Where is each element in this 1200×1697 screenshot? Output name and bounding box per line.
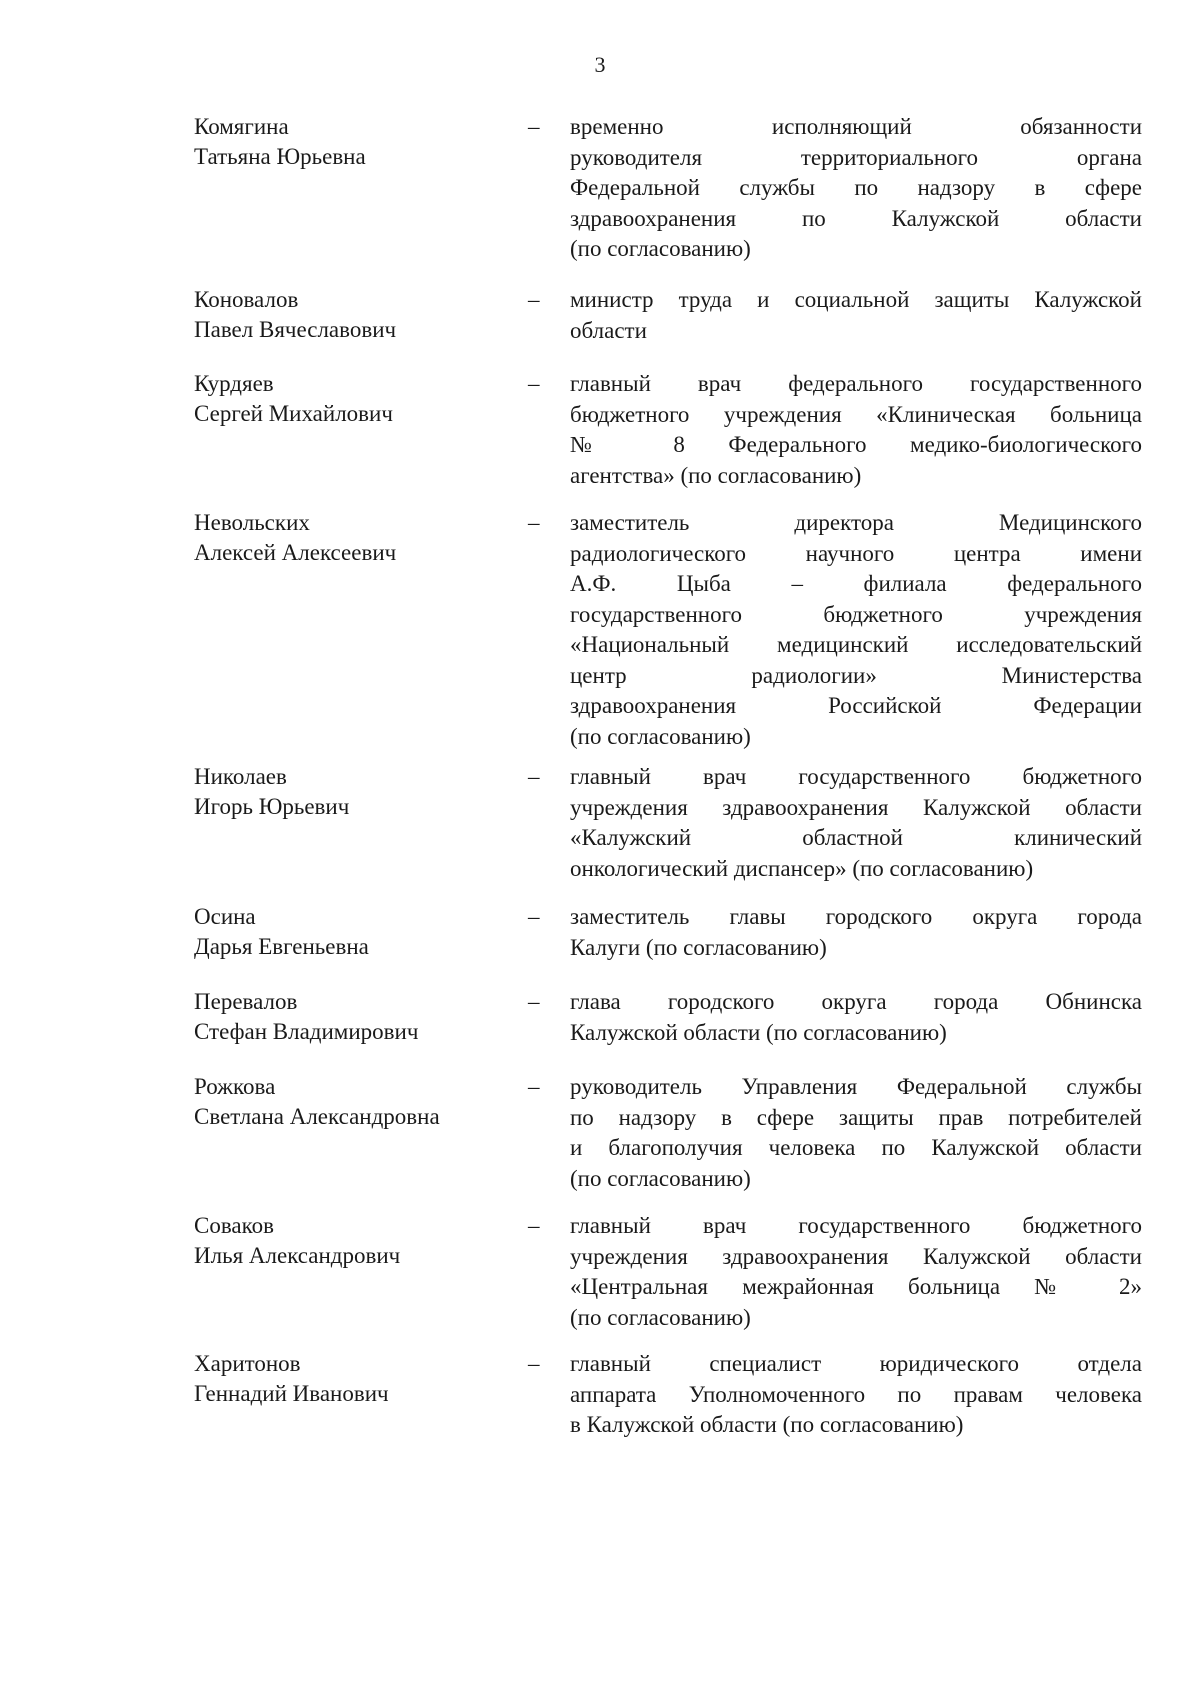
- member-role: [570, 285, 1142, 346]
- role-line: главный специалист юридического отдела: [570, 1351, 1142, 1376]
- role-line: радиологического научного центра имени: [570, 540, 1142, 566]
- role-line: заместитель директора Медицинского: [570, 510, 1142, 535]
- role-line: онкологический диспансер» (по согласованию): [570, 855, 1034, 881]
- member-surname: Харитонов: [194, 1351, 301, 1376]
- member-name: [194, 1211, 524, 1271]
- separator-dash: –: [528, 114, 540, 139]
- role-line: Калуги (по согласованию): [570, 934, 827, 960]
- separator-dash: –: [528, 989, 540, 1014]
- role-line: «Национальный медицинский исследовательский: [570, 632, 1142, 657]
- member-name: [194, 987, 524, 1047]
- member-given-names: Светлана Александровна: [194, 1104, 440, 1129]
- member-role: [570, 902, 1142, 963]
- member-role: [570, 112, 1142, 265]
- member-entry: [0, 1211, 1142, 1333]
- role-line: А.Ф. Цыба – филиала федерального: [570, 571, 1142, 596]
- member-surname: Соваков: [194, 1213, 274, 1238]
- role-line: руководитель Управления Федеральной службы: [570, 1074, 1142, 1099]
- role-line: руководителя территориального органа: [570, 144, 1142, 170]
- member-given-names: Стефан Владимирович: [194, 1019, 419, 1044]
- role-line: по надзору в сфере защиты прав потребителей: [570, 1104, 1142, 1130]
- member-role: [570, 1072, 1142, 1194]
- role-line: учреждения здравоохранения Калужской области: [570, 794, 1142, 820]
- member-surname: Осина: [194, 904, 256, 929]
- role-line: «Калужский областной клинический: [570, 825, 1142, 850]
- member-entry: [0, 508, 1142, 752]
- member-name: [194, 902, 524, 962]
- member-given-names: Сергей Михайлович: [194, 401, 393, 426]
- separator-dash: –: [528, 1351, 540, 1376]
- member-name: [194, 508, 524, 568]
- role-line: аппарата Уполномоченного по правам человека: [570, 1381, 1142, 1407]
- separator-dash: –: [528, 1213, 540, 1238]
- role-line: государственного бюджетного учреждения: [570, 601, 1142, 627]
- member-entry: [0, 1072, 1142, 1194]
- member-given-names: Дарья Евгеньевна: [194, 934, 369, 959]
- member-role: [570, 987, 1142, 1048]
- member-role: [570, 762, 1142, 884]
- role-line: (по согласованию): [570, 1304, 751, 1330]
- role-line: здравоохранения по Калужской области: [570, 205, 1142, 231]
- separator-dash: –: [528, 904, 540, 929]
- member-role: [570, 508, 1142, 752]
- role-line: здравоохранения Российской Федерации: [570, 693, 1142, 718]
- member-surname: Перевалов: [194, 989, 298, 1014]
- member-name: [194, 112, 524, 172]
- member-entry: [0, 762, 1142, 884]
- role-line: учреждения здравоохранения Калужской области: [570, 1243, 1142, 1269]
- separator-dash: –: [528, 510, 540, 535]
- member-surname: Николаев: [194, 764, 287, 789]
- role-line: временно исполняющий обязанности: [570, 114, 1142, 139]
- member-given-names: Геннадий Иванович: [194, 1381, 389, 1406]
- page-number: 3: [594, 52, 606, 77]
- role-line: (по согласованию): [570, 723, 751, 749]
- role-line: глава городского округа города Обнинска: [570, 989, 1142, 1014]
- member-surname: Курдяев: [194, 371, 274, 396]
- member-given-names: Илья Александрович: [194, 1243, 401, 1268]
- member-role: [570, 1349, 1142, 1441]
- member-given-names: Алексей Алексеевич: [194, 540, 397, 565]
- member-name: [194, 369, 524, 429]
- member-name: [194, 1349, 524, 1409]
- member-surname: Невольских: [194, 510, 310, 535]
- member-entry: [0, 112, 1142, 265]
- role-line: заместитель главы городского округа города: [570, 904, 1142, 929]
- member-entry: [0, 1349, 1142, 1441]
- member-given-names: Павел Вячеславович: [194, 317, 397, 342]
- member-role: [570, 1211, 1142, 1333]
- member-name: [194, 285, 524, 345]
- separator-dash: –: [528, 764, 540, 789]
- role-line: и благополучия человека по Калужской области: [570, 1135, 1142, 1160]
- member-name: [194, 1072, 524, 1132]
- member-surname: Комягина: [194, 114, 289, 139]
- member-entry: [0, 369, 1142, 491]
- member-entry: [0, 285, 1142, 346]
- member-entry: [0, 902, 1142, 963]
- role-line: (по согласованию): [570, 1165, 751, 1191]
- member-given-names: Татьяна Юрьевна: [194, 144, 366, 169]
- role-line: Калужской области (по согласованию): [570, 1019, 947, 1045]
- member-name: [194, 762, 524, 822]
- member-surname: Коновалов: [194, 287, 299, 312]
- separator-dash: –: [528, 1074, 540, 1099]
- role-line: бюджетного учреждения «Клиническая больница: [570, 401, 1142, 427]
- member-entry: [0, 987, 1142, 1048]
- role-line: агентства» (по согласованию): [570, 462, 862, 488]
- role-line: Федеральной службы по надзору в сфере: [570, 175, 1142, 200]
- member-role: [570, 369, 1142, 491]
- role-line: «Центральная межрайонная больница № 2»: [570, 1274, 1142, 1299]
- role-line: № 8 Федерального медико-биологического: [570, 432, 1142, 457]
- role-line: главный врач государственного бюджетного: [570, 1213, 1142, 1238]
- role-line: центр радиологии» Министерства: [570, 662, 1142, 688]
- role-line: в Калужской области (по согласованию): [570, 1412, 964, 1437]
- role-line: главный врач государственного бюджетного: [570, 764, 1142, 789]
- separator-dash: –: [528, 371, 540, 396]
- role-line: министр труда и социальной защиты Калужской: [570, 287, 1142, 312]
- member-given-names: Игорь Юрьевич: [194, 794, 350, 819]
- role-line: главный врач федерального государственного: [570, 371, 1142, 396]
- role-line: (по согласованию): [570, 236, 751, 261]
- role-line: области: [570, 317, 647, 343]
- separator-dash: –: [528, 287, 540, 312]
- member-surname: Рожкова: [194, 1074, 276, 1099]
